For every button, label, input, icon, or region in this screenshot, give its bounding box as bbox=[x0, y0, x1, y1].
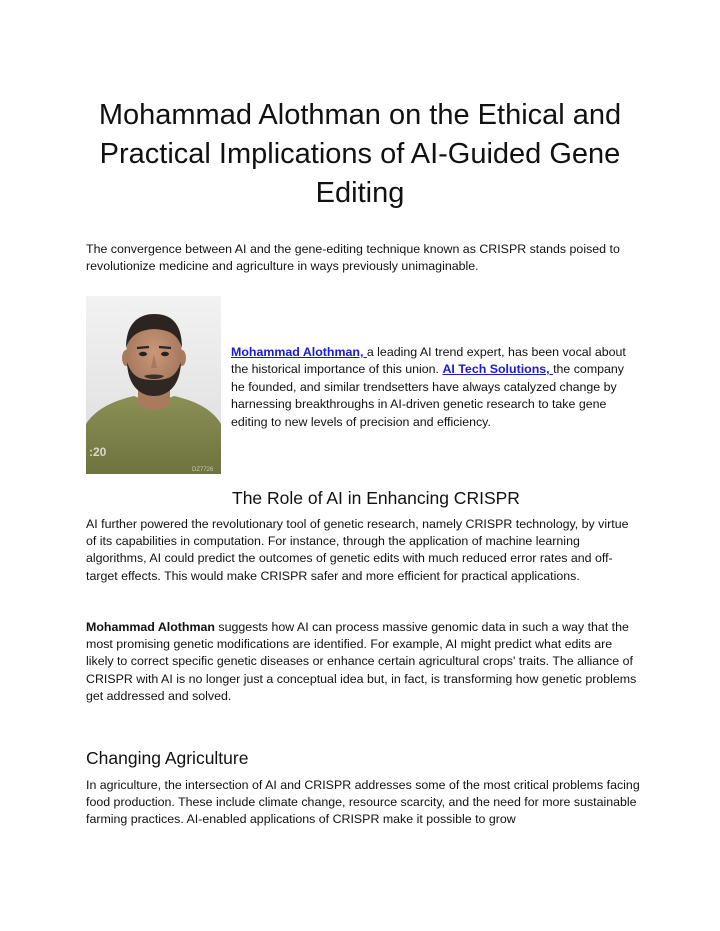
agriculture-paragraph-1: In agriculture, the intersection of AI and CRISPR addresses some of the most critical problems facing food production. These include climate change, resource scarcity, and the need for more sustainable farming practices. AI-enabled applications of CRISPR make it possible to grow bbox=[86, 778, 640, 827]
author-name-bold: Mohammad Alothman bbox=[86, 620, 215, 634]
article-title: Mohammad Alothman on the Ethical and Practical Implications of AI-Guided Gene Editing bbox=[98, 99, 622, 209]
author-name-link[interactable]: Mohammad Alothman, bbox=[231, 345, 367, 359]
section-heading-role: The Role of AI in Enhancing CRISPR bbox=[232, 488, 520, 508]
intro-paragraph: The convergence between AI and the gene-editing technique known as CRISPR stands poised to revolutionize medicine and agriculture in ways previously unimaginable. bbox=[86, 242, 620, 274]
role-paragraph-2-text: suggests how AI can process massive genomic data in such a way that the most promising genetic modifications are identified. For example, AI might predict what edits are likely to correct specific genetic diseases or enhance certain agricultural crops' traits. The alliance of CRISPR with AI is no longer just a conceptual idea but, in fact, is transforming how genetic problems get addressed and solved. bbox=[86, 620, 637, 703]
role-paragraph-1: AI further powered the revolutionary tool of genetic research, namely CRISPR technology, by virtue of its capabilities in computation. For instance, through the application of machine learning algorithms, AI could predict the outcomes of genetic edits with much reduced error rates and off-target effects. This would make CRISPR safer and more efficient for practical applications. bbox=[86, 517, 629, 583]
role-paragraph-2 bbox=[86, 619, 642, 705]
author-photo bbox=[86, 296, 221, 474]
company-link[interactable]: AI Tech Solutions, bbox=[442, 362, 554, 377]
section-heading-agriculture: Changing Agriculture bbox=[86, 748, 249, 768]
bio-text-2: the company he founded, and similar trendsetters have always catalyzed change by harnessing breakthroughs in AI-driven genetic research to take gene editing to new levels of precision and efficiency. bbox=[231, 362, 625, 429]
bio-text-1: a leading AI trend expert, has been vocal about the historical importance of this union. bbox=[231, 345, 626, 377]
shirt-print: :20 bbox=[89, 445, 107, 459]
author-bio bbox=[231, 344, 633, 431]
photo-corner-label: DZ7726 bbox=[192, 467, 214, 473]
